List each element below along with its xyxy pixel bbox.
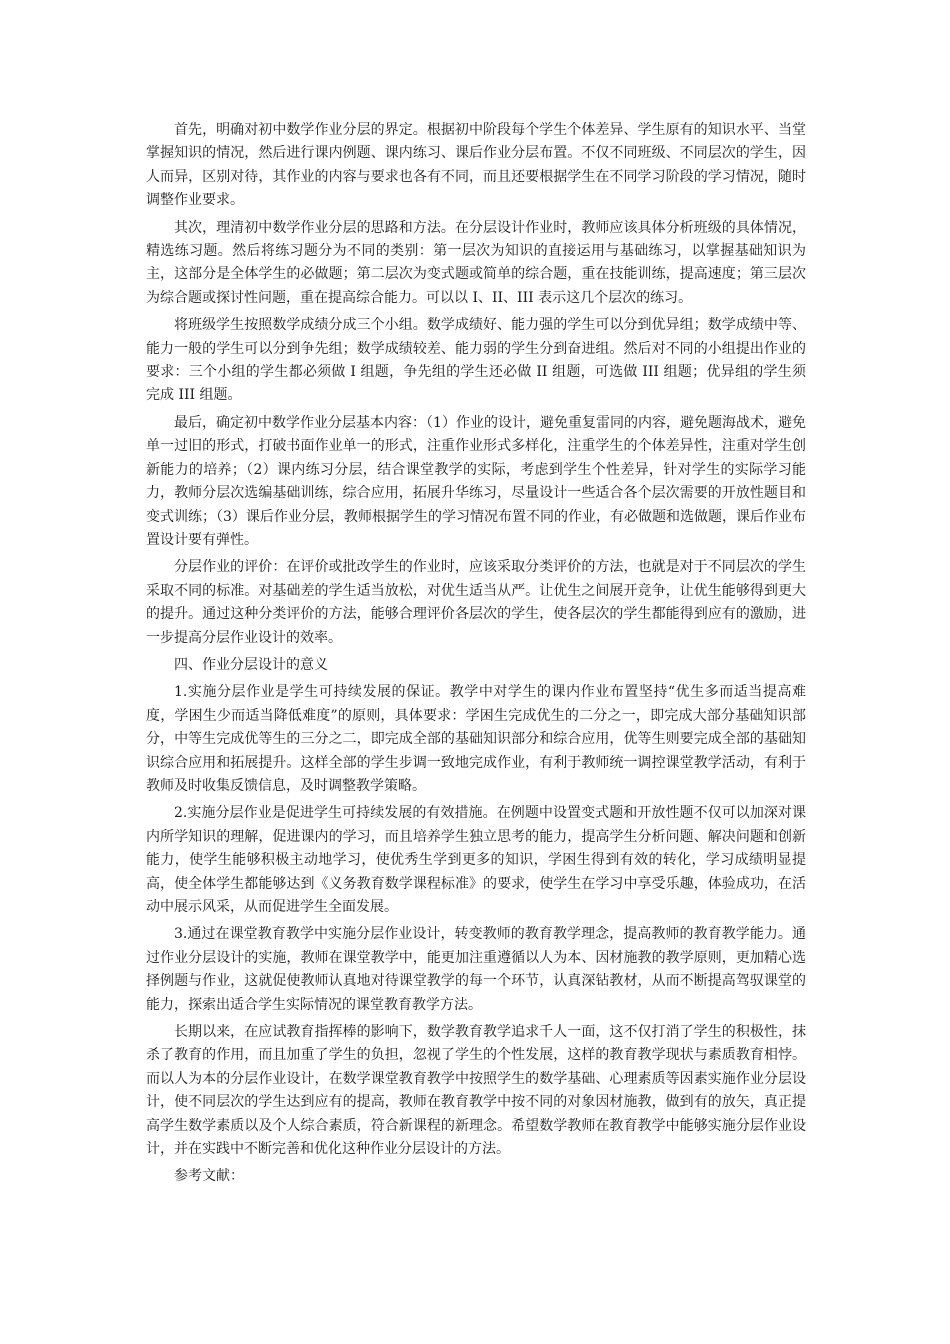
paragraph-significance-2: 2.实施分层作业是促进学生可持续发展的有效措施。在例题中设置变式题和开放性题不仅可以加深对课内所学知识的理解，促进课内的学习，而且培养学生独立思考的能力，提高学生分析问题、解决问题和创新能力，使学生能够积极主动地学习，使优秀生学到更多的知识，学困生得到有效的转化，学习成绩明显提高，使全体学生都能够达到《义务教育数学课程标准》的要求，使学生在学习中享受乐趣，体验成功，在活动中展示风采，从而促进学生全面发展。 bbox=[146, 805, 806, 915]
paragraph-conclusion: 长期以来，在应试教育指挥棒的影响下，数学教育教学追求千人一面，这不仅打消了学生的积极性，抹杀了教育的作用，而且加重了学生的负担，忽视了学生的个性发展，这样的教育教学现状与素质教育相悖。而以人为本的分层作业设计，在数学课堂教育教学中按照学生的数学基础、心理素质等因素实施作业分层设计，使不同层次的学生达到应有的提高，教师在教育教学中按不同的对象因材施教，做到有的放矢，真正提高学生数学素质以及个人综合素质，符合新课程的新理念。希望数学教师在教育教学中能够实施分层作业设计，并在实践中不断完善和优化这种作业分层设计的方法。 bbox=[146, 1024, 806, 1158]
paragraph-significance-1: 1.实施分层作业是学生可持续发展的保证。教学中对学生的课内作业布置坚持“优生多而适当提高难度，学困生少而适当降低难度”的原则，具体要求：学困生完成优生的二分之一，即完成大部分基础知识部分，中等生完成优等生的三分之二，即完成全部的基础知识部分和综合应用，优等生则要完成全部的基础知识综合应用和拓展提升。这样全部的学生步调一致地完成作业，有利于教师统一调控课堂教学活动，有利于教师及时收集反馈信息，及时调整教学策略。 bbox=[146, 684, 806, 794]
section-heading-significance: 四、作业分层设计的意义 bbox=[174, 656, 328, 673]
paragraph-significance-3: 3.通过在课堂教育教学中实施分层作业设计，转变教师的教育教学理念，提高教师的教育教学能力。通过作业分层设计的实施，教师在课堂教学中，能更加注重遵循以人为本、因材施教的教学原则，更加精心选择例题与作业，这就促使教师认真地对待课堂教学的每一个环节，认真深钻教材，从而不断提高驾驭课堂的能力，探索出适合学生实际情况的课堂教育教学方法。 bbox=[146, 926, 806, 1013]
paragraph-grouping: 将班级学生按照数学成绩分成三个小组。数学成绩好、能力强的学生可以分到优异组；数学成绩中等、能力一般的学生可以分到争先组；数学成绩较差、能力弱的学生分到奋进组。然后对不同的小组提出作业的要求：三个小组的学生都必须做 I 组题，争先组的学生还必做 II 组题，可选做 III 组题；优异组的学生须完成 III 组题。 bbox=[146, 317, 806, 404]
paragraph-evaluation: 分层作业的评价：在评价或批改学生的作业时，应该采取分类评价的方法，也就是对于不同层次的学生采取不同的标准。对基础差的学生适当放松，对优生适当从严。让优生之间展开竞争，让优生能够得到更大的提升。通过这种分类评价的方法，能够合理评价各层次的学生，使各层次的学生都能得到应有的激励，进一步提高分层作业设计的效率。 bbox=[146, 559, 806, 646]
references-heading: 参考文献： bbox=[174, 1168, 244, 1185]
document-body bbox=[146, 119, 806, 1193]
paragraph-content: 最后，确定初中数学作业分层基本内容：（1）作业的设计，避免重复雷同的内容，避免题海战术，避免单一过旧的形式，打破书面作业单一的形式，注重作业形式多样化，注重学生的个体差异性，注重对学生创新能力的培养；（2）课内练习分层，结合课堂教学的实际，考虑到学生个性差异，针对学生的实际学习能力，教师分层次选编基础训练，综合应用，拓展升华练习，尽量设计一些适合各个层次需要的开放性题目和变式训练；（3）课后作业分层，教师根据学生的学习情况布置不同的作业，有必做题和选做题，课后作业布置设计要有弹性。 bbox=[146, 414, 806, 548]
paragraph-definition: 首先，明确对初中数学作业分层的界定。根据初中阶段每个学生个体差异、学生原有的知识水平、当堂掌握知识的情况，然后进行课内例题、课内练习、课后作业分层布置。不仅不同班级、不同层次的学生，因人而异，区别对待，其作业的内容与要求也各有不同，而且还要根据学生在不同学习阶段的学习情况，随时调整作业要求。 bbox=[146, 122, 806, 209]
paragraph-method: 其次，理清初中数学作业分层的思路和方法。在分层设计作业时，教师应该具体分析班级的具体情况，精选练习题。然后将练习题分为不同的类别：第一层次为知识的直接运用与基础练习，以掌握基础知识为主，这部分是全体学生的必做题；第二层次为变式题或简单的综合题，重在技能训练，提高速度；第三层次为综合题或探讨性问题，重在提高综合能力。可以以 I、II、III 表示这几个层次的练习。 bbox=[146, 219, 806, 306]
